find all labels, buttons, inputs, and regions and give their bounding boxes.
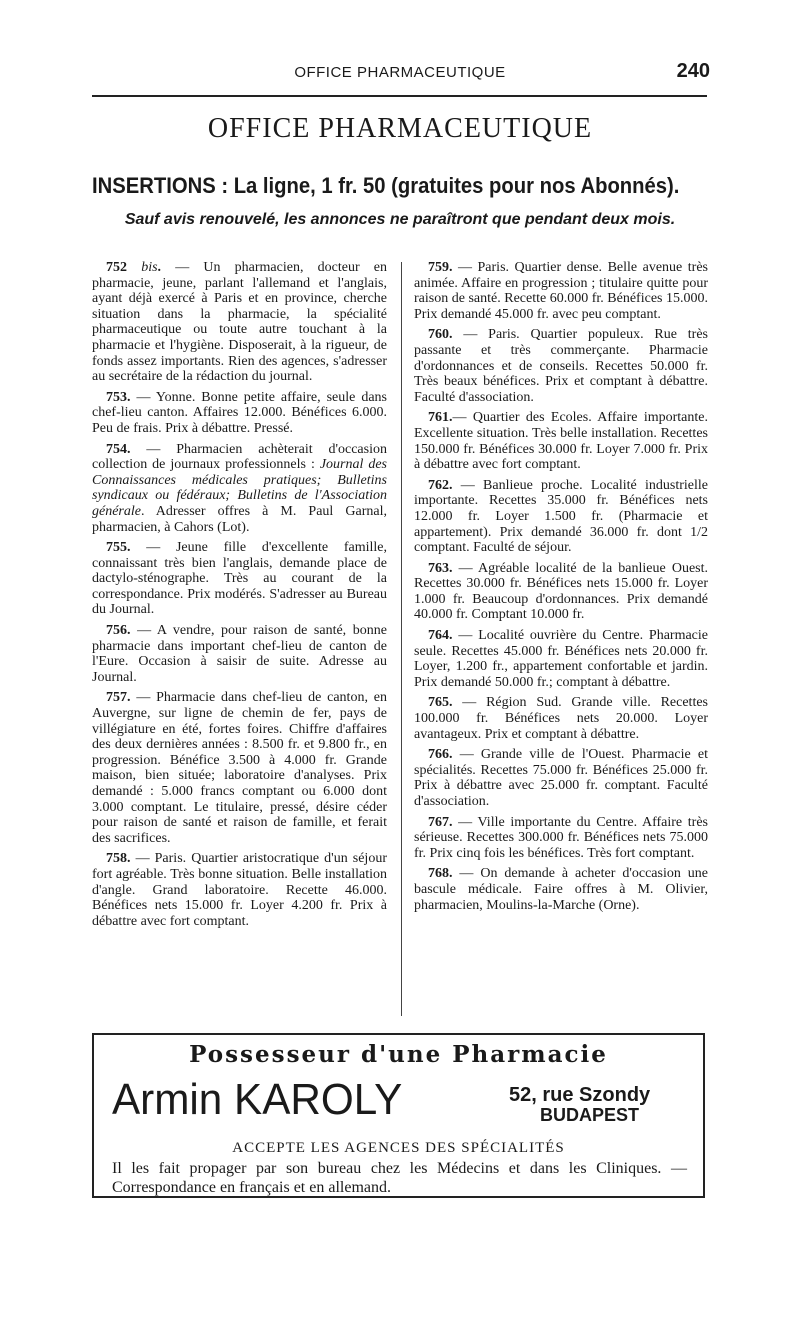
ad-758: 758. — Paris. Quartier aristocratique d'un séjour fort agréable. Très bonne situation. Belle installation d'angle. Grand laboratoire. Recette 46.000. Bénéfices nets 15.000 fr. Loyer 4.200 fr. Prix à débattre avec fort comptant. — [92, 851, 387, 929]
running-title: OFFICE PHARMACEUTIQUE — [294, 64, 506, 81]
ad-number: 764. — [428, 628, 453, 644]
ad-number: 759. — [428, 260, 453, 275]
ad-752bis: 752 bis. — Un pharmacien, docteur en pharmacie, jeune, parlant l'allemand et l'anglais, ayant déjà exercé à Paris et en province, cherche situation dans la pharmacie, la spécialité pharmaceutique ou toute autre touchant à la pharmacie et l'hygiène. Disposerait, à la rigueur, de fonds assez importants. Rien des agences, s'adresser au secrétaire de la rédaction du journal. — [92, 260, 388, 385]
header-rule — [92, 95, 707, 97]
ad-765: 765. — Région Sud. Grande ville. Recettes 100.000 fr. Bénéfices nets 20.000. Loyer avantageux. Prix et comptant à débattre. — [414, 695, 708, 742]
ad-number: 761. — [428, 410, 453, 426]
ad-number: 757. — [106, 690, 131, 706]
advert-text: Il les fait propager par son bureau chez les Médecins et dans les Cliniques. — Correspondance en français et en allemand. — [112, 1160, 687, 1196]
karoly-advertisement — [92, 1033, 705, 1198]
ad-755: 755. — Jeune fille d'excellente famille, connaissant très bien l'anglais, demande place de dactylo-sténographe. Très au courant de la correspondance. Prix modérés. S'adresser au Bureau du Journal. — [92, 540, 387, 618]
page-title: OFFICE PHARMACEUTIQUE — [207, 113, 593, 144]
ad-number: 768. — [428, 866, 453, 882]
advert-title: Possesseur d'une Pharmacie — [189, 1041, 608, 1068]
ads-right-column — [414, 260, 708, 918]
ad-number: 756. — [106, 623, 131, 639]
advert-address — [509, 1085, 694, 1125]
ad-767: 767. — Ville importante du Centre. Affaire très sérieuse. Recettes 300.000 fr. Bénéfices nets 75.000 fr. Prix cinq fois les bénéfices. Très fort comptant. — [414, 814, 708, 861]
page-number: 240 — [676, 60, 710, 82]
ad-number: 758. — [106, 851, 131, 867]
ad-762: 762. — Banlieue proche. Localité industrielle importante. Recettes 35.000 fr. Bénéfices nets 12.000 fr. Loyer 1.500 fr. (Pharmacie et appartement). Prix demandé 36.000 fr. dont 1/2 comptant. Faculté de séjour. — [414, 477, 708, 556]
ad-number: 760. — [428, 327, 453, 343]
ad-number: 763. — [428, 560, 453, 576]
ad-number: 766. — [428, 747, 453, 763]
advert-name: Armin KAROLY — [112, 1075, 403, 1124]
ad-768: 768. — On demande à acheter d'occasion une bascule médicale. Faire offres à M. Olivier, pharmacien, Moulins-la-Marche (Orne). — [414, 866, 708, 913]
ad-760: 760. — Paris. Quartier populeux. Rue très passante et très commerçante. Pharmacie d'ordonnances et de conseils. Recettes 50.000 fr. Très beaux bénéfices. Prix et comptant à débattre. Faculté d'association. — [414, 327, 708, 405]
ad-761: 761.— Quartier des Ecoles. Affaire importante. Excellente situation. Très belle installation. Recettes 150.000 fr. Bénéfices 30.000 fr. Loyer 7.000 fr. Prix à débattre avec fort comptant. — [414, 410, 708, 473]
running-head — [0, 60, 800, 88]
ad-number: 752 bis. — [106, 260, 162, 275]
advert-street: 52, rue Szondy — [509, 1084, 651, 1106]
ad-757: 757. — Pharmacie dans chef-lieu de canton, en Auvergne, sur ligne de chemin de fer, pays de villégiature en été, fortes foires. Chiffre d'affaires des deux dernières années : 8.500 fr. et 9.800 fr., en progression. Bénéfice 3.500 à 4.000 fr. Grande maison, bien située; laboratoire d'analyses. Prix demandé : 5.000 francs comptant ou 6.000 dont 3.000 comptant. Le titulaire, pressé, désire céder pour raison de santé et raison de famille, et ferait des sacrifices. — [92, 690, 387, 846]
ad-766: 766. — Grande ville de l'Ouest. Pharmacie et spécialités. Recettes 75.000 fr. Bénéfices 25.000 fr. Prix à débattre avec 25.000 fr. comptant. Faculté d'association. — [414, 747, 708, 809]
ad-number: 767. — [428, 814, 453, 830]
ad-764: 764. — Localité ouvrière du Centre. Pharmacie seule. Recettes 45.000 fr. Bénéfices nets 20.000 fr. Loyer, 1.200 fr., appartement confortable et jardin. Prix demandé 50.000 fr.; comptant à débattre. — [414, 628, 708, 690]
ad-number: 754. — [106, 441, 131, 457]
ad-number: 755. — [106, 540, 131, 556]
column-divider — [401, 262, 402, 1016]
insertions-rate: INSERTIONS : La ligne, 1 fr. 50 (gratuites pour nos Abonnés). — [92, 173, 680, 198]
ad-753: 753. — Yonne. Bonne petite affaire, seule dans chef-lieu canton. Affaires 12.000. Bénéfices 6.000. Peu de frais. Prix à débattre. Pressé. — [92, 389, 387, 436]
advert-city: BUDAPEST — [540, 1105, 640, 1125]
ad-754: 754. — Pharmacien achèterait d'occasion collection de journaux professionnels : Journal des Connaissances médicales pratiques; Bulletins syndicaux ou fédéraux; Bulletins de l'Association générale. Adresser offres à M. Paul Garnal, pharmacien, à Cahors (Lot). — [92, 441, 387, 535]
advert-subtitle: ACCEPTE LES AGENCES DES SPÉCIALITÉS — [232, 1140, 565, 1156]
ad-756: 756. — A vendre, pour raison de santé, bonne pharmacie dans important chef-lieu de canton de l'Eure. Occasion à saisir de suite. Adresse au Journal. — [92, 623, 387, 685]
ad-759: 759. — Paris. Quartier dense. Belle avenue très animée. Affaire en progression ; titulaire quitte pour raison de santé. Recette 60.000 fr. Bénéfices 15.000. Prix demandé 45.000 fr. avec peu comptant. — [414, 260, 708, 322]
ad-763: 763. — Agréable localité de la banlieue Ouest. Recettes 30.000 fr. Bénéfices nets 15.000 fr. Loyer 1.000 fr. Beaucoup d'ordonnances. Prix demandé 40.000 fr. Comptant 10.000 fr. — [414, 560, 708, 623]
ad-number: 765. — [428, 695, 453, 711]
ad-number: 753. — [106, 389, 131, 405]
ad-number: 762. — [428, 477, 453, 493]
notice-text: Sauf avis renouvelé, les annonces ne paraîtront que pendant deux mois. — [124, 211, 676, 228]
ads-left-column — [92, 260, 387, 934]
